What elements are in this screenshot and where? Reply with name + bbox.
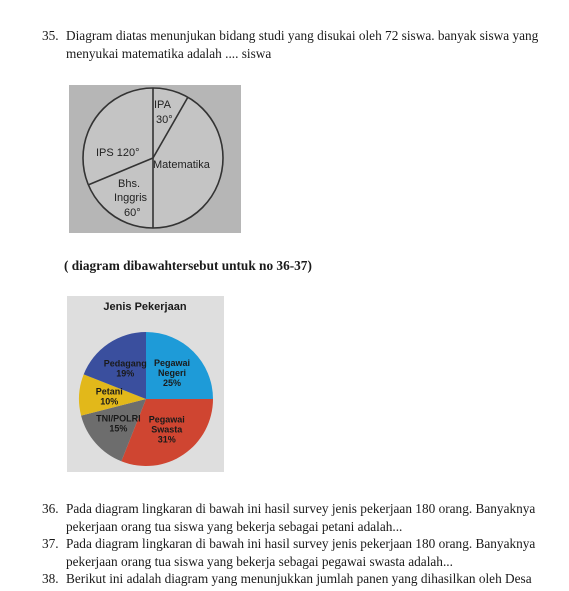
diagram-note: ( diagram dibawahtersebut untuk no 36-37) [64,258,312,273]
slice-label: 25% [163,377,182,388]
label-ipa: IPA [154,99,171,111]
slice-label: Negeri [158,367,187,378]
label-bhs: Bhs. [118,178,141,190]
question-number: 36. [42,501,59,516]
question-text: Pada diagram lingkaran di bawah ini hasil survey jenis pekerjaan 180 orang. Banyaknya pekerjaan orang tua siswa yang bekerja sebagai pegawai swasta adalah... [66,536,536,569]
slice-label: TNI/POLRI [96,413,141,424]
slice-label: Petani [95,386,123,397]
question-number: 38. [42,571,59,586]
question-36 [42,500,562,536]
question-number: 35. [42,28,59,43]
slice-label: 15% [109,423,128,434]
question-number: 37. [42,536,59,551]
question-text: Diagram diatas menunjukan bidang studi yang disukai oleh 72 siswa. banyak siswa yang menyukai matematika adalah .... siswa [66,28,539,61]
question-38 [42,570,562,590]
slice-label: 10% [100,396,119,407]
question-text: Pada diagram lingkaran di bawah ini hasil survey jenis pekerjaan 180 orang. Banyaknya pekerjaan orang tua siswa yang bekerja sebagai petani adalah... [66,501,536,534]
label-inggris-angle: 60° [124,207,141,219]
slice-label: Pegawai [148,414,185,425]
question-text: Berikut ini adalah diagram yang menunjukkan jumlah panen yang dihasilkan oleh Desa [66,571,532,586]
slice-label: Swasta [151,424,183,435]
question-37 [42,535,562,571]
study-field-diagram [69,85,241,233]
label-matematika: Matematika [153,159,210,171]
label-ipa-angle: 30° [156,114,173,126]
job-type-chart [67,296,224,472]
slice-label: 19% [116,368,135,379]
label-inggris: Inggris [114,192,148,204]
slice-label: Pedagang [103,358,147,369]
slice-label: 31% [157,434,176,445]
chart-title: Jenis Pekerjaan [103,301,187,313]
slice-label: Pegawai [154,357,191,368]
question-35 [42,27,562,67]
label-ips: IPS 120° [96,147,140,159]
